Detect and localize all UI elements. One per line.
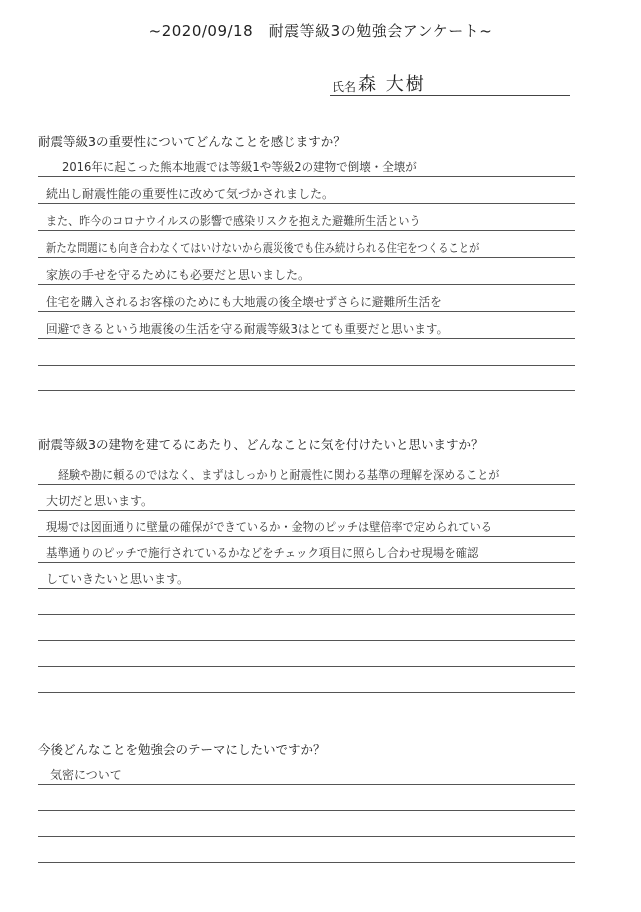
answer-line xyxy=(38,810,575,811)
answer-line xyxy=(38,784,575,785)
answer-line xyxy=(38,536,575,537)
answer-line xyxy=(38,390,575,391)
name-handwritten: 森 大樹 xyxy=(358,74,426,95)
answer-text: 新たな問題にも向き合わなくてはいけないから震災後でも住み続けられる住宅をつくることが xyxy=(46,241,480,255)
answer-line xyxy=(38,311,575,312)
answer-line xyxy=(38,614,575,615)
answer-line xyxy=(38,484,575,485)
answer-text: 続出し耐震性能の重要性に改めて気づかされました。 xyxy=(46,187,335,201)
answer-line xyxy=(38,666,575,667)
answer-text: 回避できるという地震後の生活を守る耐震等級3はとても重要だと思います。 xyxy=(46,322,449,336)
name-line xyxy=(330,95,570,96)
answer-line xyxy=(38,203,575,204)
answer-text: 2016年に起こった熊本地震では等級1や等級2の建物で倒壊・全壊が xyxy=(62,160,417,174)
answer-text: 現場では図面通りに壁量の確保ができているか・金物のピッチは壁倍率で定められている xyxy=(46,520,492,534)
answer-text: 気密について xyxy=(50,768,122,782)
answer-line xyxy=(38,510,575,511)
answer-text: 住宅を購入されるお客様のためにも大地震の後全壊せずさらに避難所生活を xyxy=(46,295,442,309)
answer-line xyxy=(38,562,575,563)
answer-text: 経験や勘に頼るのではなく、まずはしっかりと耐震性に関わる基準の理解を深めることが xyxy=(58,468,500,482)
answer-line xyxy=(38,338,575,339)
answer-line xyxy=(38,836,575,837)
answer-text: 家族の手せを守るためにも必要だと思いました。 xyxy=(46,268,311,282)
answer-line xyxy=(38,692,575,693)
page-title: ~2020/09/18 耐震等級3の勉強会アンケート~ xyxy=(148,22,493,40)
answer-line xyxy=(38,230,575,231)
question-3: 今後どんなことを勉強会のテーマにしたいですか？ xyxy=(38,742,326,757)
answer-text: 基準通りのピッチで施行されているかなどをチェック項目に照らし合わせ現場を確認 xyxy=(46,546,479,560)
answer-line xyxy=(38,365,575,366)
answer-text: 大切だと思います。 xyxy=(46,494,154,508)
answer-line xyxy=(38,862,575,863)
name-label: 氏名 xyxy=(332,80,357,94)
answer-text: していきたいと思います。 xyxy=(46,572,190,586)
answer-text: また、昨今のコロナウイルスの影響で感染リスクを抱えた避難所生活という xyxy=(46,214,421,228)
answer-line xyxy=(38,257,575,258)
answer-line xyxy=(38,176,575,177)
answer-line xyxy=(38,284,575,285)
question-1: 耐震等級3の重要性についてどんなことを感じますか？ xyxy=(38,134,346,149)
answer-line xyxy=(38,640,575,641)
answer-line xyxy=(38,588,575,589)
question-2: 耐震等級3の建物を建てるにあたり、どんなことに気を付けたいと思いますか？ xyxy=(38,437,484,452)
